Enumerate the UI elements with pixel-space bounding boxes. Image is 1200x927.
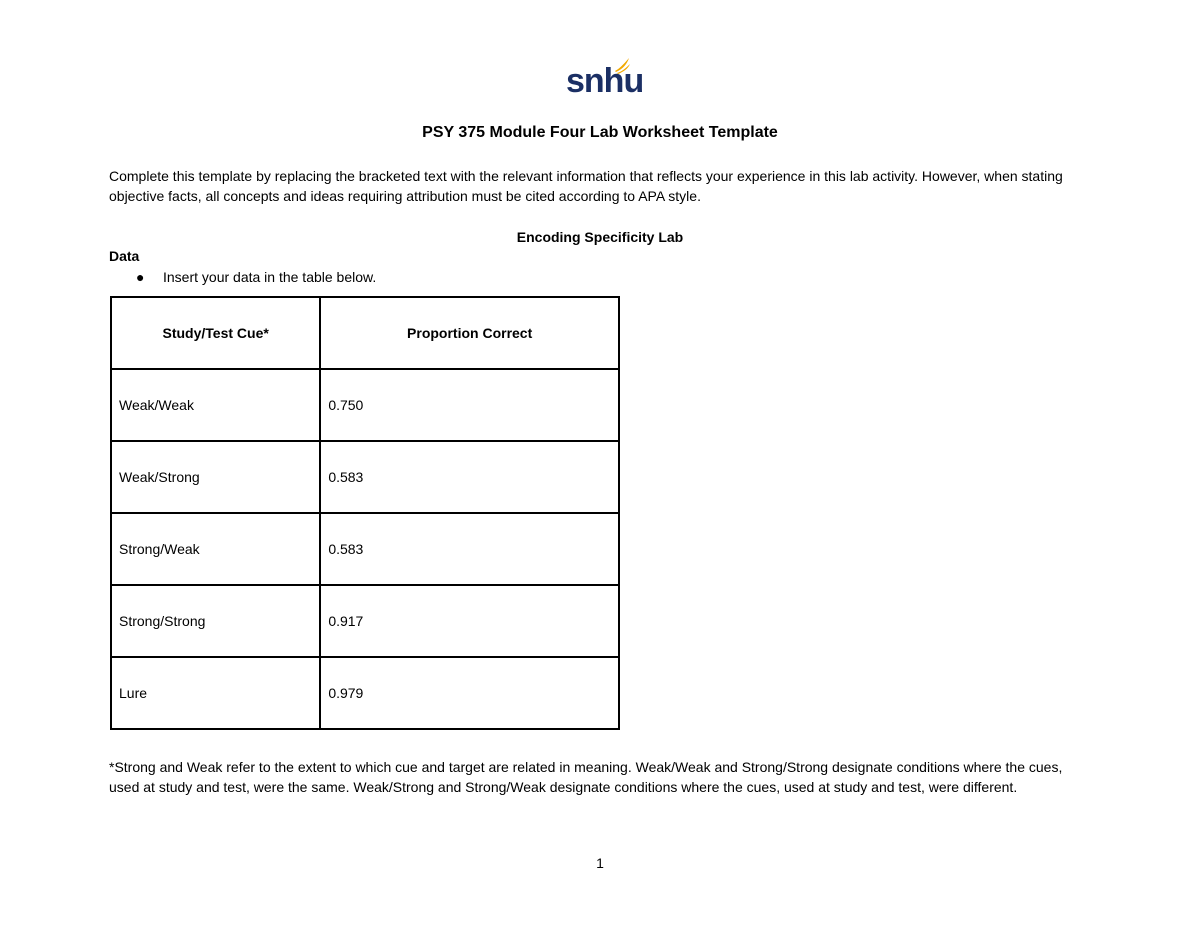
table-row [111, 513, 619, 585]
proportion-cell: 0.583 [320, 441, 619, 513]
table-row [111, 441, 619, 513]
snhu-logo [560, 55, 644, 105]
bullet-text: Insert your data in the table below. [163, 269, 377, 285]
footnote: *Strong and Weak refer to the extent to which cue and target are related in meaning. Weak/Weak and Strong/Strong designate conditions where the cues, used at study and test, were the same. Weak/Strong and Strong/Weak designate conditions where the cues, used at study and test, were different. [109, 759, 1063, 795]
cue-cell: Lure [111, 657, 320, 729]
cue-cell: Strong/Weak [111, 513, 320, 585]
page-number: 1 [596, 855, 604, 871]
bullet-icon: ● [136, 269, 145, 285]
header-proportion-correct: Proportion Correct [320, 297, 619, 369]
intro-paragraph: Complete this template by replacing the bracketed text with the relevant information that reflects your experience in this lab activity. However, when stating objective facts, all concepts and ideas requiring attribution must be cited according to APA style. [109, 168, 1063, 204]
logo-text: snhu [566, 62, 644, 100]
table-header-row [111, 297, 619, 369]
data-table [110, 296, 620, 730]
lab-heading: Encoding Specificity Lab [516, 229, 684, 245]
data-heading: Data [109, 248, 140, 264]
header-study-test-cue: Study/Test Cue* [111, 297, 320, 369]
proportion-cell: 0.917 [320, 585, 619, 657]
proportion-cell: 0.979 [320, 657, 619, 729]
cue-cell: Weak/Weak [111, 369, 320, 441]
table-row [111, 657, 619, 729]
proportion-cell: 0.583 [320, 513, 619, 585]
cue-cell: Strong/Strong [111, 585, 320, 657]
cue-cell: Weak/Strong [111, 441, 320, 513]
proportion-cell: 0.750 [320, 369, 619, 441]
page-title: PSY 375 Module Four Lab Worksheet Template [422, 124, 778, 141]
table-row [111, 585, 619, 657]
table-row [111, 369, 619, 441]
